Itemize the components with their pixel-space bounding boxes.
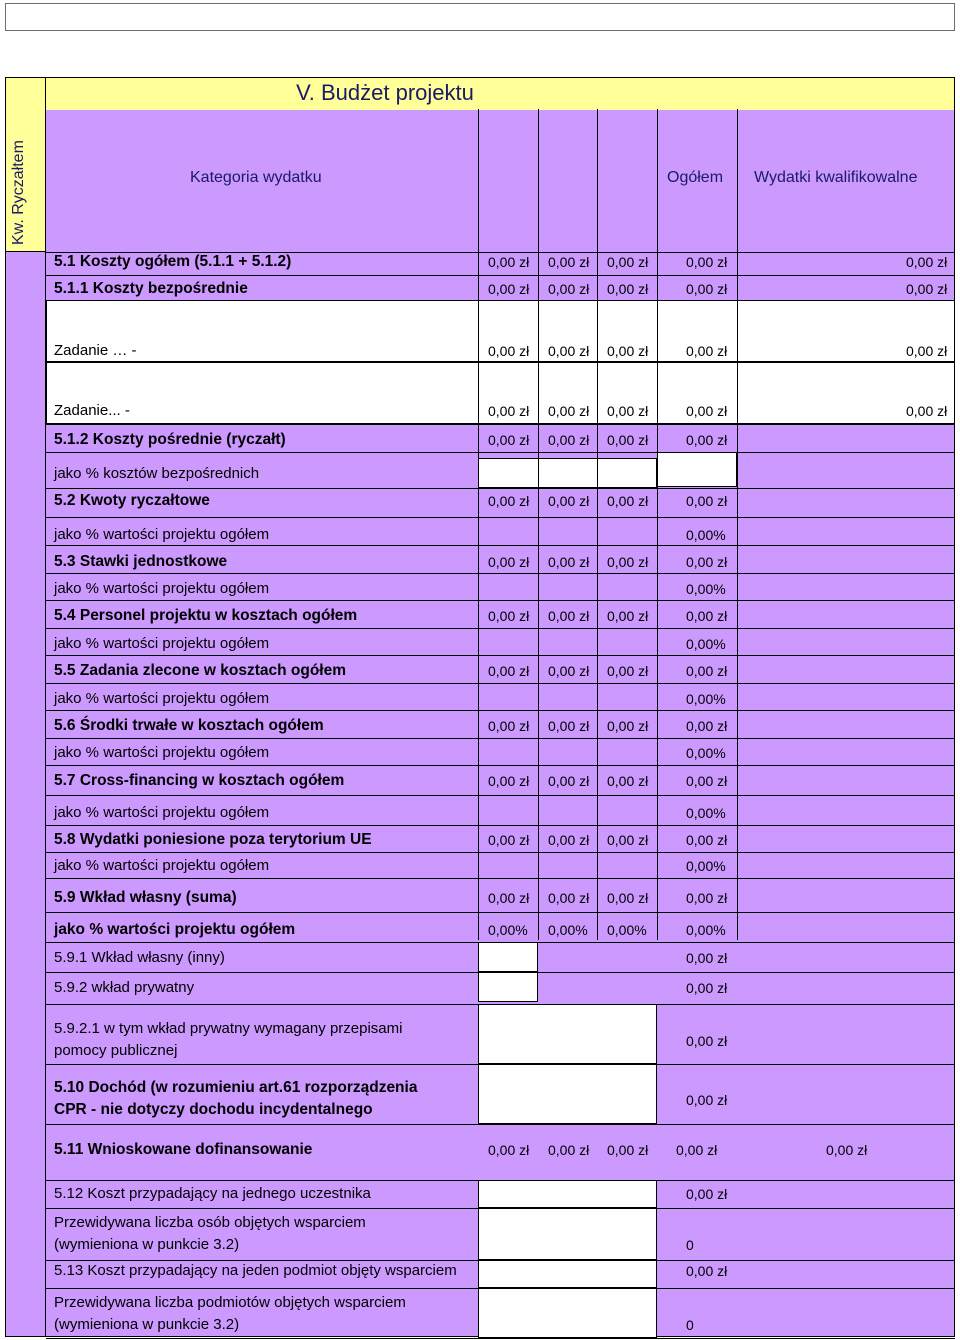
cell-value-v3: 0,00 zł [607, 343, 649, 359]
row-divider [46, 517, 955, 518]
sidebar-label: Kw. Ryczałtem [10, 140, 27, 245]
cell-value-v1: 0,00 zł [488, 554, 530, 570]
row-label: jako % wartości projektu ogółem [54, 744, 270, 761]
sidebar-column [5, 77, 46, 1337]
row-divider [46, 1124, 955, 1125]
row-label: jako % wartości projektu ogółem [54, 921, 296, 938]
header-col-divider [657, 109, 658, 252]
cell-value-v1: 0,00 zł [488, 254, 530, 270]
header-col-divider [478, 109, 479, 252]
page-title: V. Budżet projektu [296, 80, 474, 105]
cell-value-v4: 0,00 zł [686, 254, 728, 270]
blank-input-cell[interactable] [478, 458, 657, 488]
row-label: jako % kosztów bezpośrednich [54, 465, 260, 482]
cell-value-v2: 0,00 zł [548, 663, 590, 679]
cell-value-v3: 0,00% [607, 922, 647, 938]
row-divider [46, 912, 955, 913]
cell-value-v2: 0,00 zł [548, 343, 590, 359]
row-divider [46, 655, 955, 656]
cell-value-v1: 0,00 zł [488, 343, 530, 359]
cell-value-v4: 0,00% [686, 745, 726, 761]
cell-value-v4: 0,00 zł [686, 832, 728, 848]
cell-value-v2: 0,00 zł [548, 554, 590, 570]
cell-value-v2: 0,00 zł [548, 493, 590, 509]
row-divider [46, 1288, 955, 1289]
row-label: 5.4 Personel projektu w kosztach ogółem [54, 607, 358, 624]
header-col-divider [737, 109, 738, 252]
blank-input-cell[interactable] [478, 1064, 657, 1124]
cell-value-v2: 0,00 zł [548, 890, 590, 906]
cell-value-v1: 0,00 zł [488, 403, 530, 419]
cell-value-v3: 0,00 zł [607, 663, 649, 679]
row-divider [46, 300, 955, 301]
row-divider [46, 1208, 955, 1209]
col-header-ogolem: Ogółem [667, 169, 724, 186]
cell-value-v3: 0,00 zł [607, 493, 649, 509]
cell-value-v1: 0,00 zł [488, 832, 530, 848]
row-label: 5.1 Koszty ogółem (5.1.1 + 5.1.2) [54, 253, 292, 270]
row-divider [46, 1004, 955, 1005]
col-divider [478, 252, 479, 940]
row-label: 5.2 Kwoty ryczałtowe [54, 492, 210, 509]
row-divider [46, 600, 955, 601]
row-divider [46, 683, 955, 684]
cell-value-v3: 0,00 zł [607, 254, 649, 270]
cell-value-v4: 0,00 zł [686, 493, 728, 509]
row-label: 5.10 Dochód (w rozumieniu art.61 rozporządzenia CPR - nie dotyczy dochodu incydentalnego [54, 1079, 418, 1118]
row-divider [46, 545, 955, 546]
cell-value-v4: 0 [686, 1237, 694, 1253]
blank-input-cell[interactable] [478, 1180, 657, 1208]
row-label: Przewidywana liczba osób objętych wsparciem (wymieniona w punkcie 3.2) [54, 1214, 366, 1253]
header-col-divider [538, 109, 539, 252]
cell-value-v2: 0,00 zł [548, 718, 590, 734]
cell-value-v2: 0,00 zł [548, 281, 590, 297]
cell-value-v3: 0,00 zł [607, 403, 649, 419]
cell-value-v4: 0 [686, 1317, 694, 1333]
cell-value-v2: 0,00 zł [548, 254, 590, 270]
row-label: 5.9.2 wkład prywatny [54, 979, 195, 996]
cell-value-v1: 0,00 zł [488, 281, 530, 297]
cell-value-v1: 0,00 zł [488, 1142, 530, 1158]
cell-value-v1: 0,00 zł [488, 608, 530, 624]
row-divider [46, 1338, 955, 1339]
cell-value-v1: 0,00 zł [488, 663, 530, 679]
cell-value-v4: 0,00 zł [686, 608, 728, 624]
row-label: jako % wartości projektu ogółem [54, 635, 270, 652]
col-divider [597, 252, 598, 940]
row-label: 5.6 Środki trwałe w kosztach ogółem [54, 717, 324, 734]
row-divider [46, 765, 955, 766]
cell-value-v2: 0,00 zł [548, 432, 590, 448]
cell-value-v4: 0,00% [686, 581, 726, 597]
blank-input-cell[interactable] [478, 1208, 657, 1260]
row-label: Przewidywana liczba podmiotów objętych wsparciem (wymieniona w punkcie 3.2) [54, 1294, 406, 1333]
row-label: 5.3 Stawki jednostkowe [54, 553, 228, 570]
cell-value-v5: 0,00 zł [826, 1142, 868, 1158]
cell-value-v3: 0,00 zł [607, 554, 649, 570]
row-label: 5.1.2 Koszty pośrednie (ryczałt) [54, 431, 286, 448]
cell-value-v4: 0,00 zł [686, 663, 728, 679]
row-label: 5.8 Wydatki poniesione poza terytorium UE [54, 831, 372, 848]
cell-value-v3: 0,00 zł [607, 832, 649, 848]
blank-input-cell[interactable] [478, 1288, 657, 1338]
col-header-kategoria: Kategoria wydatku [190, 169, 322, 186]
cell-value-v1: 0,00 zł [488, 432, 530, 448]
row-divider [46, 710, 955, 711]
cell-value-v1: 0,00 zł [488, 890, 530, 906]
cell-value-v4: 0,00 zł [676, 1142, 718, 1158]
row-label: 5.9 Wkład własny (suma) [54, 889, 237, 906]
cell-value-v3: 0,00 zł [607, 1142, 649, 1158]
row-label: jako % wartości projektu ogółem [54, 690, 270, 707]
cell-value-v4: 0,00% [686, 691, 726, 707]
cell-value-v3: 0,00 zł [607, 608, 649, 624]
cell-value-v1: 0,00% [488, 922, 528, 938]
cell-value-v3: 0,00 zł [607, 773, 649, 789]
row-divider [46, 795, 955, 796]
cell-value-v4: 0,00 zł [686, 403, 728, 419]
row-label: 5.7 Cross-financing w kosztach ogółem [54, 772, 345, 789]
row-divider [46, 275, 955, 276]
row-label: 5.9.2.1 w tym wkład prywatny wymagany przepisami pomocy publicznej [54, 1020, 403, 1059]
cell-value-v5: 0,00 zł [906, 281, 948, 297]
row-label: 5.9.1 Wkład własny (inny) [54, 949, 225, 966]
cell-value-v2: 0,00 zł [548, 608, 590, 624]
row-label: 5.1.1 Koszty bezpośrednie [54, 280, 248, 297]
col-header-kwalifikowalne: Wydatki kwalifikowalne [754, 169, 918, 186]
row-divider [46, 424, 955, 425]
top-input-box[interactable] [5, 3, 955, 31]
cell-value-v5: 0,00 zł [906, 254, 948, 270]
header-col-divider [597, 109, 598, 252]
cell-value-v4: 0,00% [686, 636, 726, 652]
row-divider [46, 628, 955, 629]
col-divider [657, 252, 658, 940]
cell-value-v4: 0,00 zł [686, 1186, 728, 1202]
row-divider [46, 1064, 955, 1065]
row-divider [46, 488, 955, 489]
blank-input-cell[interactable] [478, 1260, 657, 1288]
row-label: jako % wartości projektu ogółem [54, 804, 270, 821]
cell-value-v4: 0,00 zł [686, 1033, 728, 1049]
cell-value-v4: 0,00 zł [686, 554, 728, 570]
cell-value-v3: 0,00 zł [607, 718, 649, 734]
cell-value-v3: 0,00 zł [607, 432, 649, 448]
row-divider [46, 362, 955, 363]
row-divider [46, 1260, 955, 1261]
cell-value-v4: 0,00% [686, 527, 726, 543]
cell-value-v1: 0,00 zł [488, 493, 530, 509]
blank-input-cell[interactable] [478, 972, 538, 1002]
cell-value-v4: 0,00 zł [686, 980, 728, 996]
row-label: 5.11 Wnioskowane dofinansowanie [54, 1141, 313, 1158]
cell-value-v2: 0,00 zł [548, 773, 590, 789]
cell-value-v2: 0,00 zł [548, 832, 590, 848]
cell-value-v4: 0,00% [686, 805, 726, 821]
cell-value-v4: 0,00 zł [686, 718, 728, 734]
blank-input-cell[interactable] [657, 452, 737, 487]
cell-value-v5: 0,00 zł [906, 343, 948, 359]
cell-value-v4: 0,00 zł [686, 890, 728, 906]
col-divider [538, 252, 539, 940]
row-divider [46, 942, 955, 943]
cell-value-v1: 0,00 zł [488, 773, 530, 789]
row-label: Zadanie … - [54, 342, 137, 359]
blank-input-cell[interactable] [478, 1004, 657, 1064]
cell-value-v4: 0,00 zł [686, 281, 728, 297]
row-divider [46, 1180, 955, 1181]
row-divider [46, 878, 955, 879]
cell-value-v1: 0,00 zł [488, 718, 530, 734]
row-label: 5.13 Koszt przypadający na jeden podmiot objęty wsparciem [54, 1262, 457, 1279]
cell-value-v4: 0,00 zł [686, 1092, 728, 1108]
row-label: jako % wartości projektu ogółem [54, 580, 270, 597]
cell-value-v4: 0,00 zł [686, 950, 728, 966]
row-divider [46, 852, 955, 853]
row-label: Zadanie... - [54, 402, 130, 419]
row-divider [46, 972, 955, 973]
cell-value-v4: 0,00% [686, 922, 726, 938]
cell-value-v2: 0,00 zł [548, 1142, 590, 1158]
row-label: 5.5 Zadania zlecone w kosztach ogółem [54, 662, 347, 679]
row-label: jako % wartości projektu ogółem [54, 857, 270, 874]
row-label: jako % wartości projektu ogółem [54, 526, 270, 543]
row-divider [46, 825, 955, 826]
cell-value-v4: 0,00% [686, 858, 726, 874]
row-divider [46, 452, 955, 453]
blank-input-cell[interactable] [478, 942, 538, 972]
cell-value-v4: 0,00 zł [686, 432, 728, 448]
cell-value-v2: 0,00% [548, 922, 588, 938]
cell-value-v4: 0,00 zł [686, 343, 728, 359]
cell-value-v3: 0,00 zł [607, 281, 649, 297]
row-label: 5.12 Koszt przypadający na jednego uczestnika [54, 1185, 371, 1202]
cell-value-v3: 0,00 zł [607, 890, 649, 906]
cell-value-v4: 0,00 zł [686, 773, 728, 789]
cell-value-v5: 0,00 zł [906, 403, 948, 419]
cell-value-v4: 0,00 zł [686, 1263, 728, 1279]
row-divider [46, 738, 955, 739]
row-divider [46, 573, 955, 574]
col-divider [737, 252, 738, 940]
cell-value-v2: 0,00 zł [548, 403, 590, 419]
